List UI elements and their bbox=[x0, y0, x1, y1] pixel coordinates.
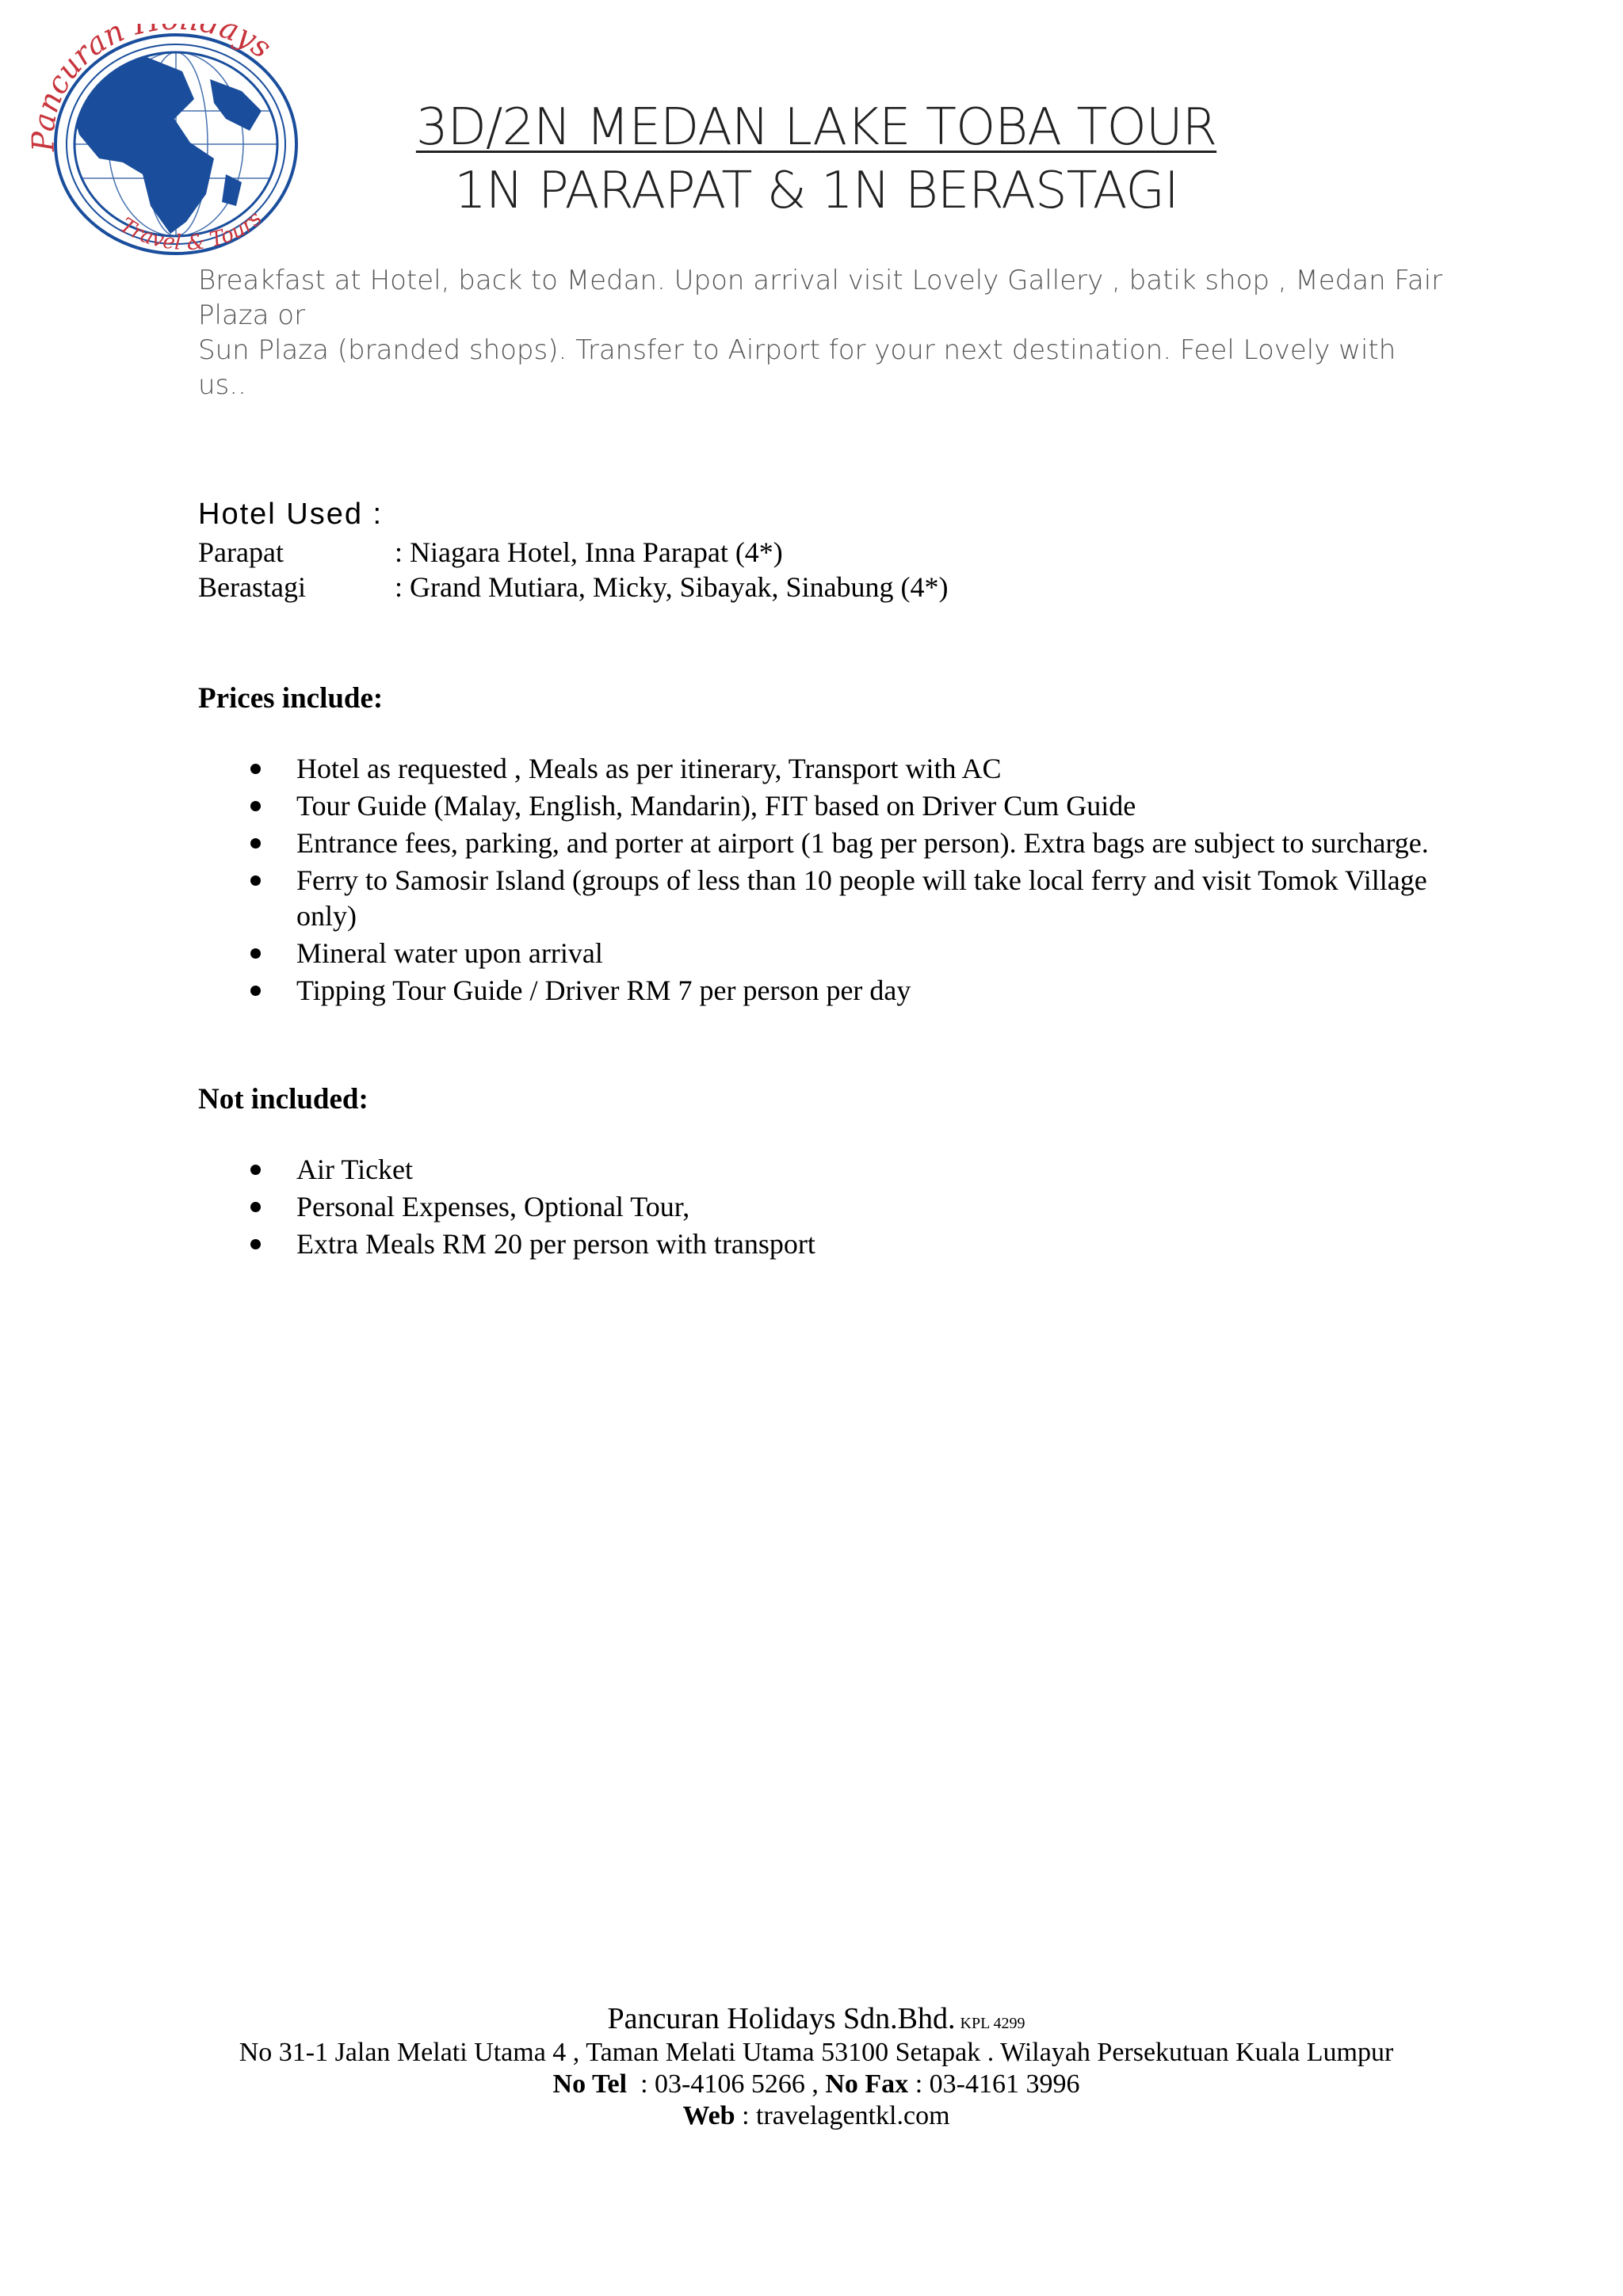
hotel-place: Parapat bbox=[198, 536, 284, 568]
bullet-icon bbox=[250, 764, 261, 774]
bullet-icon bbox=[250, 838, 261, 849]
web-label: Web bbox=[682, 2101, 735, 2130]
page-title-line-1: 3D/2N MEDAN LAKE TOBA TOUR bbox=[415, 98, 1217, 157]
list-item: Extra Meals RM 20 per person with transport bbox=[198, 1226, 1434, 1262]
list-item: Mineral water upon arrival bbox=[198, 936, 1434, 971]
fax-value: : 03-4161 3996 bbox=[908, 2069, 1080, 2099]
bullet-icon bbox=[250, 1239, 261, 1249]
hotel-row-parapat bbox=[198, 536, 783, 569]
hotel-names: : Grand Mutiara, Micky, Sibayak, Sinabung (4*) bbox=[395, 571, 949, 603]
intro-line: Sun Plaza (branded shops). Transfer to Airport for your next destination. Feel Lovely with us.. bbox=[198, 334, 1396, 401]
footer-contact bbox=[0, 2069, 1623, 2100]
footer-address: No 31-1 Jalan Melati Utama 4 , Taman Melati Utama 53100 Setapak . Wilayah Persekutuan Kuala Lumpur bbox=[239, 2038, 1394, 2067]
hotel-names: : Niagara Hotel, Inna Parapat (4*) bbox=[395, 536, 783, 568]
bullet-icon bbox=[250, 801, 261, 811]
fax-label: No Fax bbox=[825, 2069, 909, 2099]
logo-bottom-text: Travel & Tours bbox=[115, 206, 267, 256]
bullet-icon bbox=[250, 948, 261, 959]
list-item: Hotel as requested , Meals as per itinerary, Transport with AC bbox=[198, 751, 1434, 787]
bullet-icon bbox=[250, 1165, 261, 1175]
list-item: Entrance fees, parking, and porter at airport (1 bag per person). Extra bags are subject to surcharge. bbox=[198, 826, 1434, 861]
web-link[interactable]: : travelagentkl.com bbox=[735, 2101, 950, 2130]
footer-company bbox=[0, 2001, 1623, 2036]
bullet-icon bbox=[250, 875, 261, 886]
not-included-list bbox=[198, 1152, 1434, 1264]
prices-include-heading: Prices include: bbox=[198, 682, 384, 715]
footer-web bbox=[0, 2101, 1623, 2131]
not-included-heading: Not included: bbox=[198, 1083, 369, 1116]
hotel-used-heading: Hotel Used : bbox=[198, 498, 384, 531]
list-item: Tour Guide (Malay, English, Mandarin), FIT based on Driver Cum Guide bbox=[198, 788, 1434, 824]
logo-top-text: Pancuran ays bbox=[25, 24, 278, 153]
list-item: Personal Expenses, Optional Tour, bbox=[198, 1189, 1434, 1225]
page-title-line-2: 1N PARAPAT & 1N BERASTAGI bbox=[454, 162, 1178, 220]
license-number: KPL 4299 bbox=[960, 2015, 1025, 2032]
intro-line: Breakfast at Hotel, back to Medan. Upon arrival visit Lovely Gallery , batik shop , Medan Fair Plaza or bbox=[198, 265, 1443, 331]
list-item: Tipping Tour Guide / Driver RM 7 per person per day bbox=[198, 973, 1434, 1009]
itinerary-intro bbox=[198, 263, 1450, 402]
bullet-icon bbox=[250, 1202, 261, 1212]
tel-label: No Tel bbox=[552, 2069, 628, 2099]
list-item: Ferry to Samosir Island (groups of less than 10 people will take local ferry and visit Tomok Village only) bbox=[198, 863, 1434, 934]
prices-include-list bbox=[198, 751, 1434, 1010]
company-name: Pancuran Holidays Sdn.Bhd. bbox=[607, 2002, 956, 2035]
tel-value: : 03-4106 5266 , bbox=[627, 2069, 826, 2099]
hotel-place: Berastagi bbox=[198, 571, 306, 603]
bullet-icon bbox=[250, 986, 261, 996]
list-item: Air Ticket bbox=[198, 1152, 1434, 1188]
hotel-row-berastagi bbox=[198, 570, 949, 604]
